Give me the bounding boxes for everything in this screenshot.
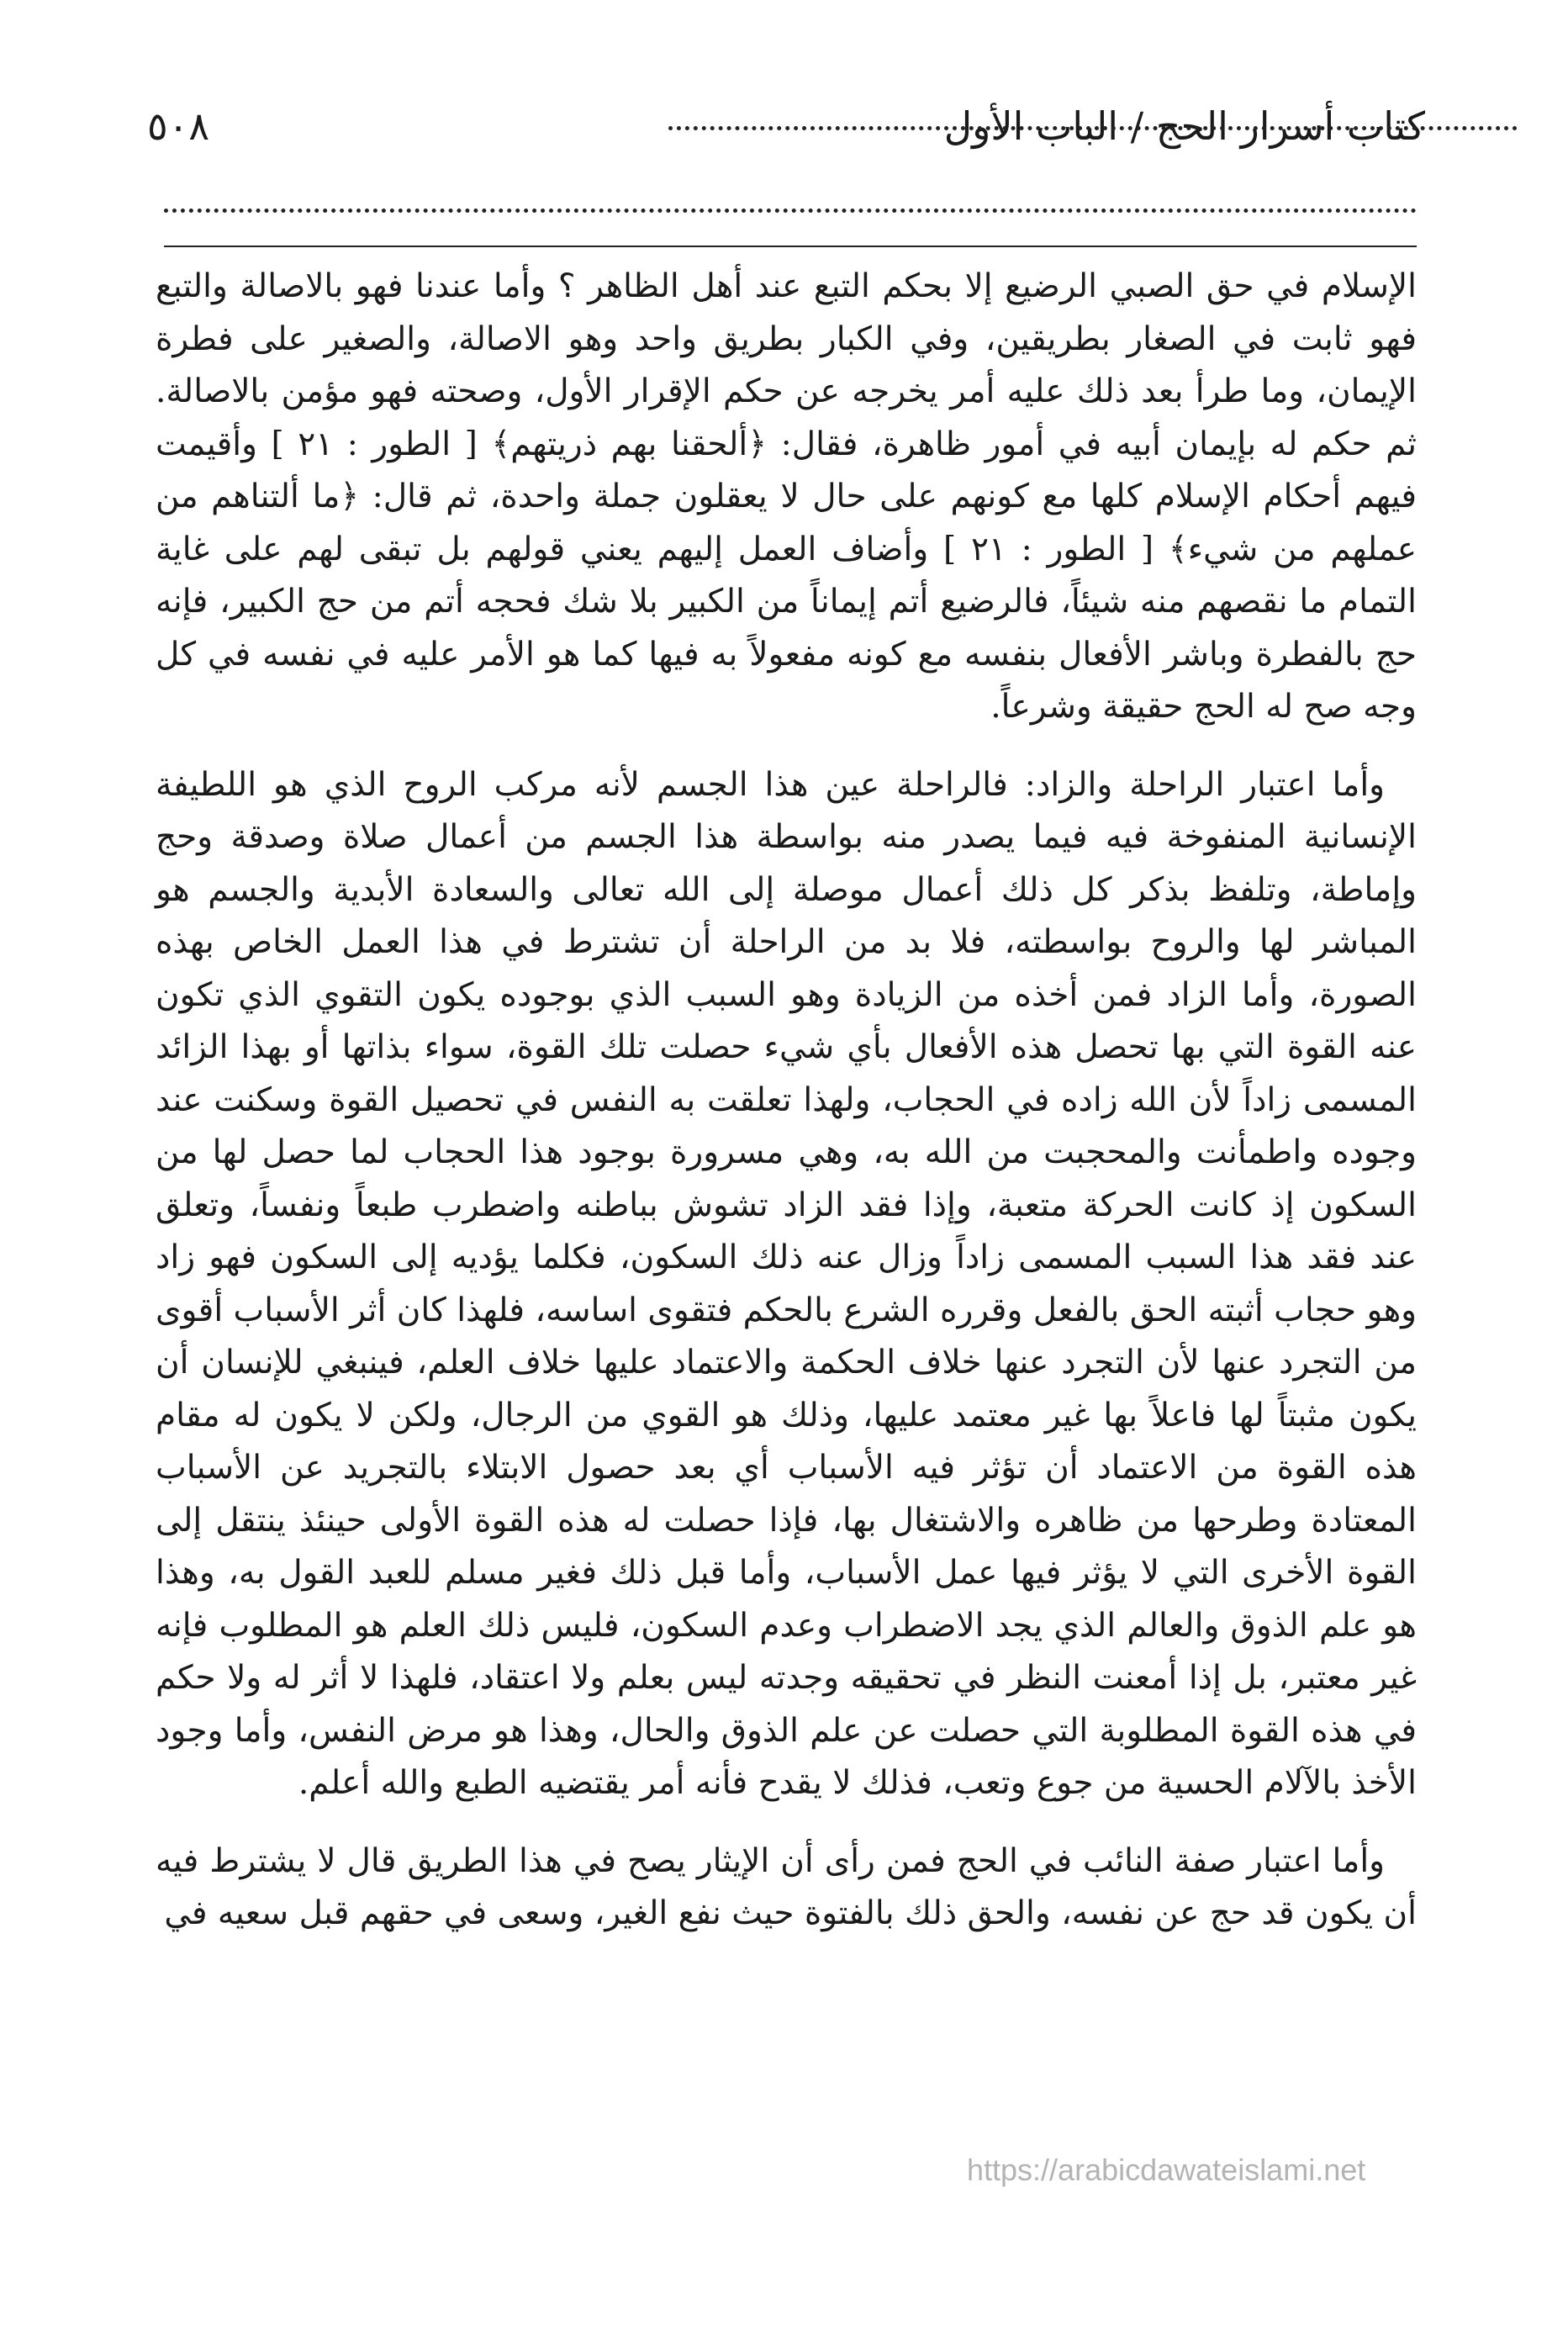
header-dotted-rule (164, 209, 1417, 213)
paragraph-3: وأما اعتبار صفة النائب في الحج فمن رأى أن الإيثار يصح في هذا الطريق قال لا يشترط فيه أن يكون قد حج عن نفسه، والحق ذلك بالفتوة حيث نفع الغير، وسعى في حقهم قبل سعيه في (156, 1841, 1417, 1932)
header-dotted-leader (668, 126, 1518, 130)
page-header (147, 92, 1425, 160)
page-number: ٥٠٨ (147, 103, 210, 149)
header-solid-rule (164, 246, 1417, 247)
watermark-url: https://arabicdawateislami.net (967, 2153, 1366, 2187)
paragraph-2: وأما اعتبار الراحلة والزاد: فالراحلة عين هذا الجسم لأنه مركب الروح الذي هو اللطيفة الإنسانية المنفوخة فيه فيما يصدر منه بواسطة هذا الجسم من أعمال صلاة وصدقة وحج وإماطة، وتلفظ بذكر كل ذلك أعمال موصلة إلى الله تعالى والسعادة الأبدية والجسم هو المباشر لها والروح بواسطته، فلا بد من الراحلة أن تشترط في هذا العمل الخاص بهذه الصورة، وأما الزاد فمن أخذه من الزيادة وهو السبب الذي بوجوده يكون التقوي الذي تكون عنه القوة التي بها تحصل هذه الأفعال بأي شيء حصلت تلك القوة، سواء بذاتها أو بهذا الزائد المسمى زاداً لأن الله زاده في الحجاب، ولهذا تعلقت به النفس في تحصيل القوة وسكنت عند وجوده واطمأنت والمحجبت من الله به، وهي مسرورة بوجود هذا الحجاب لما حصل لها من السكون إذ كانت الحركة متعبة، وإذا فقد الزاد تشوش بباطنه واضطرب طبعاً ونفساً، وتعلق عند فقد هذا السبب المسمى زاداً وزال عنه ذلك السكون، فكلما يؤديه إلى السكون فهو زاد وهو حجاب أثبته الحق بالفعل وقرره الشرع بالحكم فتقوى اساسه، فلهذا كان أثر الأسباب أقوى من التجرد عنها لأن التجرد عنها خلاف الحكمة والاعتماد عليها خلاف العلم، فينبغي للإنسان أن يكون مثبتاً لها فاعلاً بها غير معتمد عليها، وذلك هو القوي من الرجال، ولكن لا يكون له مقام هذه القوة من الاعتماد أن تؤثر فيه الأسباب أي بعد حصول الابتلاء بالتجريد عن الأسباب المعتادة وطرحها من ظاهره والاشتغال بها، فإذا حصلت له هذه القوة الأولى حينئذ ينتقل إلى القوة الأخرى التي لا يؤثر فيها عمل الأسباب، وأما قبل ذلك فغير مسلم للعبد القول به، وهذا هو علم الذوق والعالم الذي يجد الاضطراب وعدم السكون، فليس ذلك العلم هو المطلوب فإنه غير معتبر، بل إذا أمعنت النظر في تحقيقه وجدته ليس بعلم ولا اعتقاد، فلهذا لا أثر له ولا حكم في هذه القوة المطلوبة التي حصلت عن علم الذوق والحال، وهذا هو مرض النفس، وأما وجود الأخذ بالآلام الحسية من جوع وتعب، فذلك لا يقدح فأنه أمر يقتضيه الطبع والله أعلم. (156, 765, 1417, 1802)
body-text (156, 261, 1417, 1966)
paragraph-1: الإسلام في حق الصبي الرضيع إلا بحكم التبع عند أهل الظاهر ؟ وأما عندنا فهو بالاصالة والتبع فهو ثابت في الصغار بطريقين، وفي الكبار بطريق واحد وهو الاصالة، والصغير على فطرة الإيمان، وما طرأ بعد ذلك عليه أمر يخرجه عن حكم الإقرار الأول، وصحته فهو مؤمن بالاصالة. ثم حكم له بإيمان أبيه في أمور ظاهرة، فقال: ﴿ألحقنا بهم ذريتهم﴾ [ الطور : ٢١ ] وأقيمت فيهم أحكام الإسلام كلها مع كونهم على حال لا يعقلون جملة واحدة، ثم قال: ﴿ما ألتناهم من عملهم من شيء﴾ [ الطور : ٢١ ] وأضاف العمل إليهم يعني قولهم بل تبقى لهم على غاية التمام ما نقصهم منه شيئاً، فالرضيع أتم إيماناً من الكبير بلا شك فحجه أتم من حج الكبير، فإنه حج بالفطرة وباشر الأفعال بنفسه مع كونه مفعولاً به فيها كما هو الأمر عليه في نفسه في كل وجه صح له الحج حقيقة وشرعاً. (156, 267, 1417, 726)
running-title: كتاب أسرار الحج / الباب الأول (943, 103, 1425, 149)
